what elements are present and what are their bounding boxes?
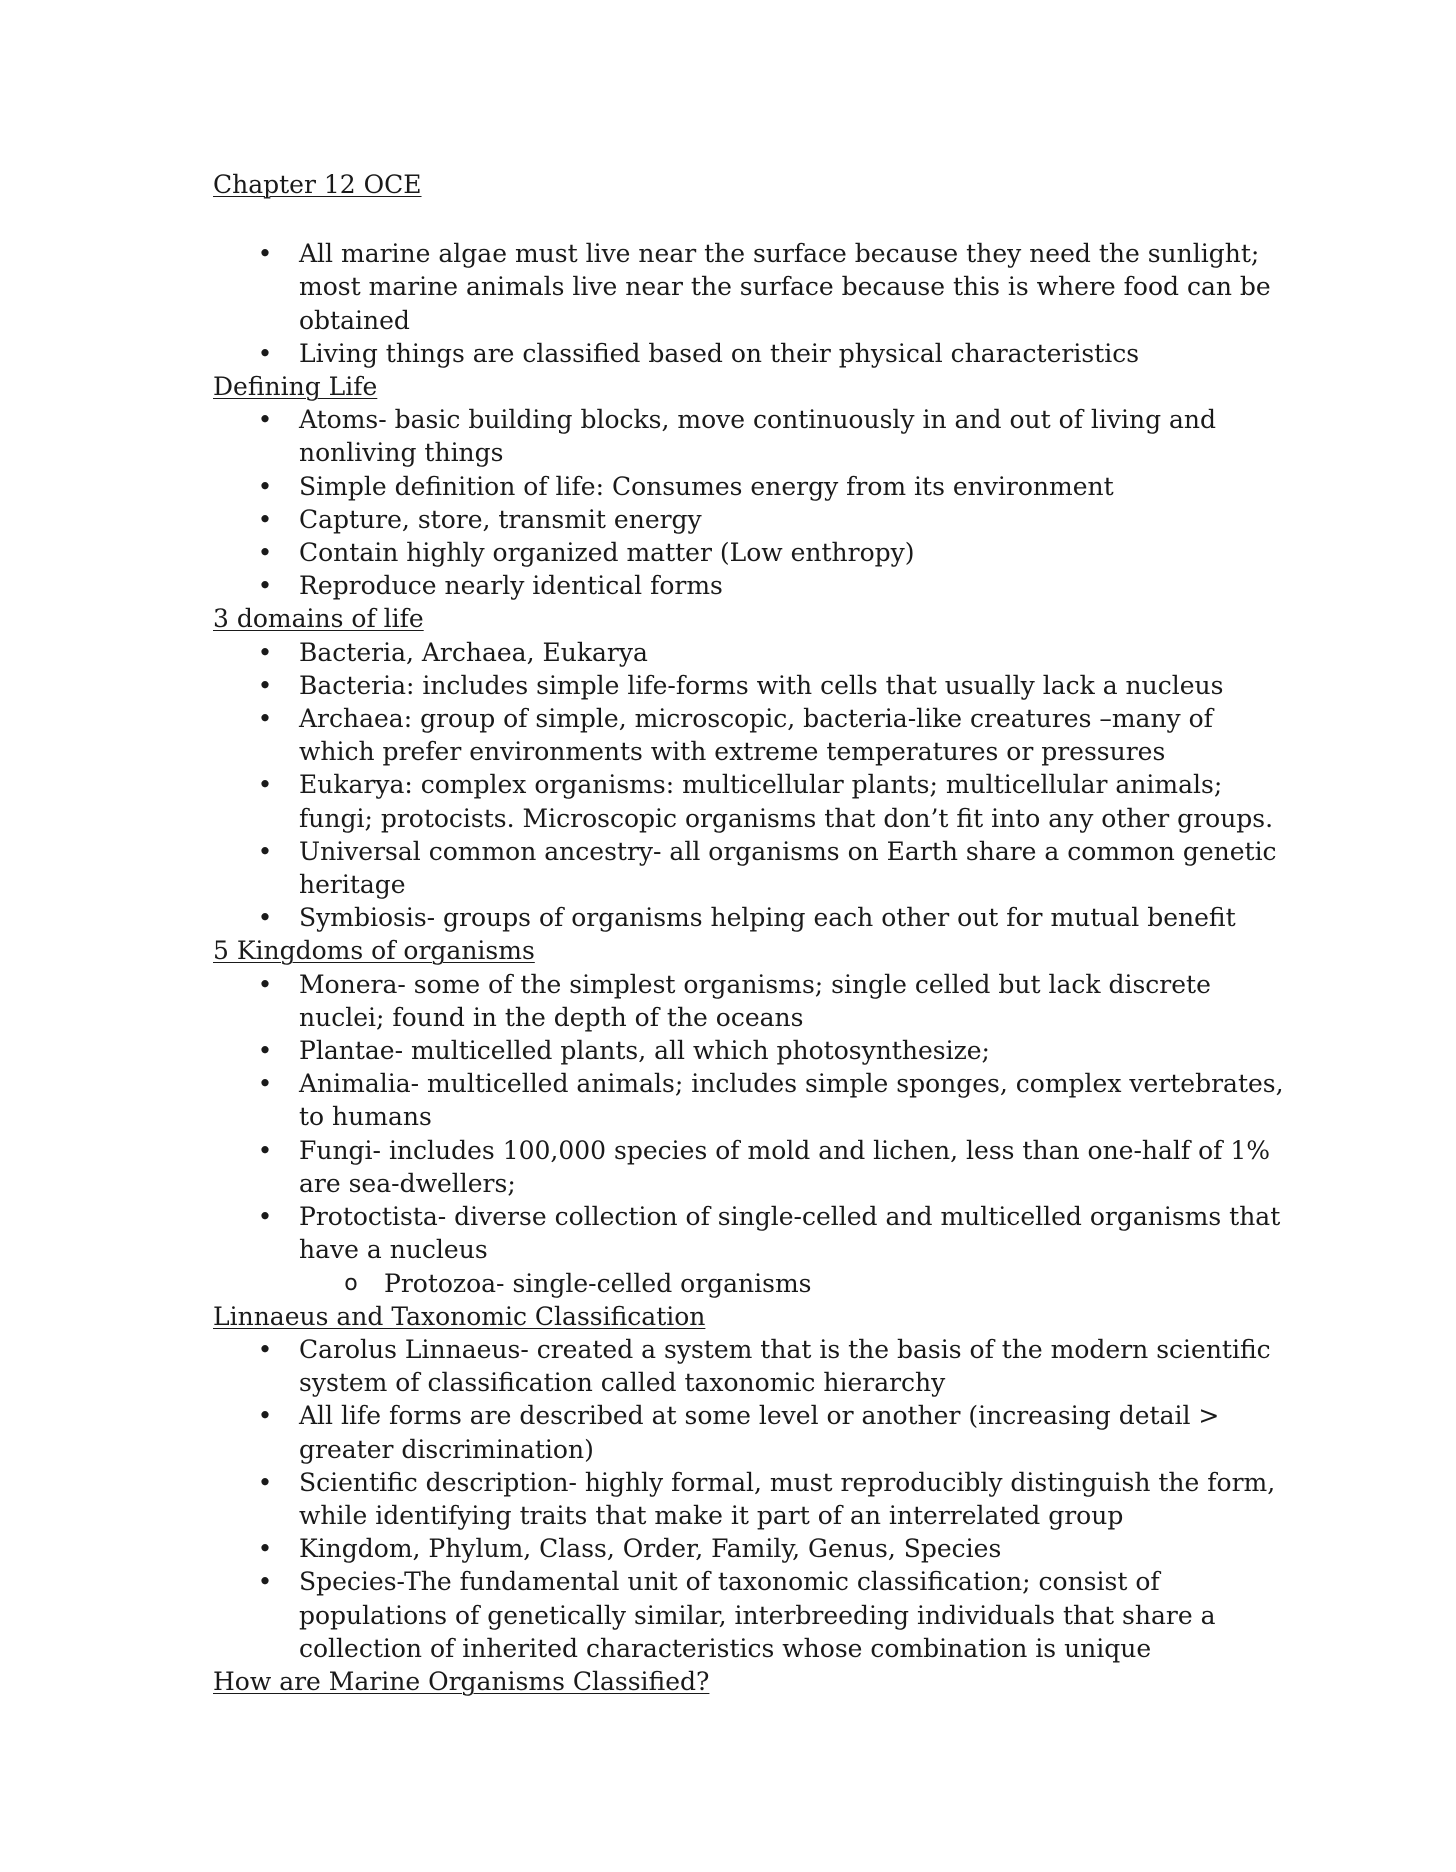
bullet-text: Reproduce nearly identical forms xyxy=(299,571,723,601)
bullet-item-continuation xyxy=(213,1499,1253,1532)
section-bullet-list xyxy=(213,1333,1276,1665)
bullet-icon: • xyxy=(257,405,273,435)
bullet-icon: • xyxy=(257,969,273,999)
bullet-text: Capture, store, transmit energy xyxy=(299,504,702,534)
bullet-item-continuation xyxy=(213,1632,1253,1665)
bullet-text: Species-The fundamental unit of taxonomic classification; consist of xyxy=(299,1567,1160,1597)
section-bullet-list xyxy=(213,636,1277,935)
bullet-text: heritage xyxy=(299,870,406,900)
bullet-item-continuation xyxy=(213,1001,1253,1034)
sub-bullet-text: Protozoa- single-celled organisms xyxy=(384,1268,812,1298)
section-heading: 3 domains of life xyxy=(213,604,424,634)
bullet-text: All marine algae must live near the surface because they need the sunlight; xyxy=(299,239,1260,269)
intro-bullet-list xyxy=(213,237,1271,370)
bullet-item-continuation xyxy=(213,1100,1253,1133)
bullet-item xyxy=(213,503,1253,536)
bullet-icon: • xyxy=(257,538,273,568)
bullet-item-continuation xyxy=(213,1599,1253,1632)
bullet-text: Monera- some of the simplest organisms; single celled but lack discrete xyxy=(299,969,1211,999)
bullet-icon: • xyxy=(257,1334,273,1364)
bullet-item xyxy=(213,968,1253,1001)
bullet-item xyxy=(213,237,1260,270)
bullet-item xyxy=(213,1565,1253,1598)
bullet-text: Bacteria, Archaea, Eukarya xyxy=(299,637,648,667)
bullet-item-continuation xyxy=(213,1366,1253,1399)
bullet-item xyxy=(213,337,1253,370)
bullet-item xyxy=(213,1200,1281,1233)
bullet-item xyxy=(213,1034,1253,1067)
bullet-icon: • xyxy=(257,1036,273,1066)
bullet-text: Fungi- includes 100,000 species of mold and lichen, less than one-half of 1% xyxy=(299,1135,1271,1165)
bullet-text: collection of inherited characteristics whose combination is unique xyxy=(299,1633,1152,1663)
bullet-text: most marine animals live near the surface because this is where food can be xyxy=(299,272,1271,302)
bullet-icon: • xyxy=(257,1567,273,1597)
bullet-text: obtained xyxy=(299,305,410,335)
bullet-item xyxy=(213,1067,1284,1100)
bullet-icon: • xyxy=(257,670,273,700)
sub-bullet-item xyxy=(213,1267,1253,1300)
bullet-item-continuation xyxy=(213,868,1253,901)
bullet-text: to humans xyxy=(299,1102,432,1132)
bullet-item xyxy=(213,569,1253,602)
bullet-icon: • xyxy=(257,1069,273,1099)
bullet-item xyxy=(213,470,1253,503)
bullet-text: Carolus Linnaeus- created a system that is the basis of the modern scientific xyxy=(299,1334,1271,1364)
bullet-text: are sea-dwellers; xyxy=(299,1168,516,1198)
bullet-icon: • xyxy=(257,1135,273,1165)
section-heading: 5 Kingdoms of organisms xyxy=(213,936,535,966)
bullet-item xyxy=(213,669,1253,702)
bullet-text: system of classification called taxonomic hierarchy xyxy=(299,1368,946,1398)
section-heading: Defining Life xyxy=(213,372,378,402)
bullet-text: Universal common ancestry- all organisms on Earth share a common genetic xyxy=(299,836,1277,866)
bullet-item-continuation xyxy=(213,270,1271,303)
bullet-icon: • xyxy=(257,770,273,800)
bullet-text: Contain highly organized matter (Low enthropy) xyxy=(299,538,915,568)
bullet-item xyxy=(213,835,1277,868)
bullet-item xyxy=(213,536,1253,569)
bullet-text: Archaea: group of simple, microscopic, bacteria-like creatures –many of xyxy=(299,704,1213,734)
bullet-text: populations of genetically similar, interbreeding individuals that share a xyxy=(299,1600,1216,1630)
bullet-text: which prefer environments with extreme temperatures or pressures xyxy=(299,737,1166,767)
circle-bullet-icon: o xyxy=(344,1270,358,1296)
bullet-icon: • xyxy=(257,1401,273,1431)
section-bullet-list xyxy=(213,968,1284,1300)
bullet-item xyxy=(213,1134,1271,1167)
bullet-item-continuation xyxy=(213,1433,1253,1466)
sections-container xyxy=(213,370,1284,1698)
bullet-text: Animalia- multicelled animals; includes simple sponges, complex vertebrates, xyxy=(299,1069,1284,1099)
bullet-icon: • xyxy=(257,571,273,601)
bullet-item-continuation xyxy=(213,436,1253,469)
bullet-text: Plantae- multicelled plants, all which photosynthesize; xyxy=(299,1036,990,1066)
bullet-text: nuclei; found in the depth of the oceans xyxy=(299,1002,804,1032)
bullet-text: Bacteria: includes simple life-forms with cells that usually lack a nucleus xyxy=(299,670,1224,700)
document-page xyxy=(213,168,1284,1698)
bullet-text: Atoms- basic building blocks, move continuously in and out of living and xyxy=(299,405,1217,435)
bullet-icon: • xyxy=(257,504,273,534)
bullet-item-continuation xyxy=(213,1167,1253,1200)
bullet-item-continuation xyxy=(213,802,1274,835)
bullet-item xyxy=(213,1466,1276,1499)
bullet-text: Living things are classified based on their physical characteristics xyxy=(299,338,1140,368)
bullet-icon: • xyxy=(257,903,273,933)
bullet-icon: • xyxy=(257,1534,273,1564)
bullet-icon: • xyxy=(257,836,273,866)
section-heading: Linnaeus and Taxonomic Classification xyxy=(213,1301,706,1331)
bullet-icon: • xyxy=(257,637,273,667)
bullet-text: fungi; protocists. Microscopic organisms that don’t fit into any other groups. xyxy=(299,803,1274,833)
bullet-item-continuation xyxy=(213,304,1253,337)
bullet-text: while identifying traits that make it part of an interrelated group xyxy=(299,1500,1124,1530)
bullet-icon: • xyxy=(257,1202,273,1232)
section-heading: How are Marine Organisms Classified? xyxy=(213,1666,710,1696)
title-spacer xyxy=(213,201,1253,237)
bullet-icon: • xyxy=(257,1467,273,1497)
bullet-text: greater discrimination) xyxy=(299,1434,594,1464)
page-title: Chapter 12 OCE xyxy=(213,170,422,199)
bullet-text: have a nucleus xyxy=(299,1235,488,1265)
bullet-item xyxy=(213,1399,1253,1432)
bullet-item xyxy=(213,702,1253,735)
bullet-text: nonliving things xyxy=(299,438,504,468)
bullet-text: Kingdom, Phylum, Class, Order, Family, Genus, Species xyxy=(299,1534,1002,1564)
bullet-icon: • xyxy=(257,239,273,269)
bullet-icon: • xyxy=(257,704,273,734)
bullet-item xyxy=(213,901,1253,934)
bullet-item-continuation xyxy=(213,1233,1253,1266)
bullet-item xyxy=(213,403,1253,436)
bullet-item xyxy=(213,636,1253,669)
bullet-text: Eukarya: complex organisms: multicellular plants; multicellular animals; xyxy=(299,770,1223,800)
bullet-item-continuation xyxy=(213,735,1253,768)
section-bullet-list xyxy=(213,403,1253,602)
bullet-icon: • xyxy=(257,338,273,368)
bullet-text: Symbiosis- groups of organisms helping each other out for mutual benefit xyxy=(299,903,1236,933)
bullet-icon: • xyxy=(257,471,273,501)
bullet-text: Protoctista- diverse collection of single-celled and multicelled organisms that xyxy=(299,1202,1281,1232)
bullet-text: Scientific description- highly formal, must reproducibly distinguish the form, xyxy=(299,1467,1276,1497)
bullet-item xyxy=(213,1333,1271,1366)
bullet-item xyxy=(213,1532,1253,1565)
bullet-item xyxy=(213,768,1253,801)
bullet-text: All life forms are described at some level or another (increasing detail > xyxy=(299,1401,1220,1431)
bullet-text: Simple definition of life: Consumes energy from its environment xyxy=(299,471,1114,501)
